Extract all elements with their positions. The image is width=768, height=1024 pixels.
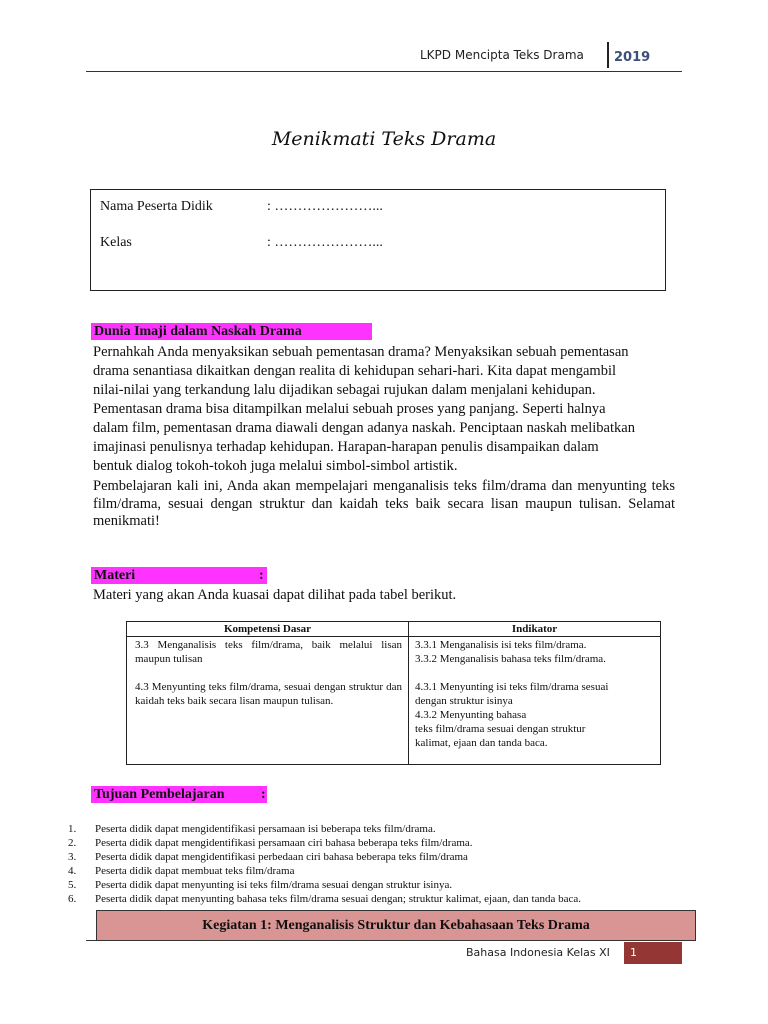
table-header-divider [127, 636, 660, 637]
header-title: LKPD Mencipta Teks Drama [420, 48, 584, 62]
table-cell-kd-1: 3.3 Menganalisis teks film/drama, baik melalui lisan maupun tulisan [135, 639, 402, 665]
list-item-number: 1. [68, 823, 77, 835]
intro-heading: Dunia Imaji dalam Naskah Drama [91, 323, 372, 340]
name-field[interactable]: : …………………... [267, 199, 383, 214]
list-item-number: 3. [68, 851, 77, 863]
table-column-divider [408, 622, 409, 764]
header-rule [86, 71, 682, 72]
intro-line: Pernahkah Anda menyaksikan sebuah pementasan drama? Menyaksikan sebuah pementasan [93, 344, 629, 360]
intro-line: drama senantiasa dikaitkan dengan realita di kehidupan sehari-hari. Kita dapat mengambil [93, 363, 617, 379]
footer-rule [86, 940, 682, 941]
list-item-text: Peserta didik dapat mengidentifikasi persamaan ciri bahasa beberapa teks film/drama. [95, 837, 473, 849]
class-label: Kelas [100, 235, 132, 250]
table-cell-line: teks film/drama sesuai dengan struktur [415, 723, 586, 735]
list-item-text: Peserta didik dapat mengidentifikasi persamaan isi beberapa teks film/drama. [95, 823, 436, 835]
intro-line: dalam film, pementasan drama diawali dengan adanya naskah. Penciptaan naskah melibatkan [93, 420, 635, 436]
competency-table [126, 621, 661, 765]
intro-paragraph [93, 343, 683, 476]
list-item-text: Peserta didik dapat menyunting isi teks film/drama sesuai dengan struktur isinya. [95, 879, 453, 891]
document-title: Menikmati Teks Drama [271, 128, 497, 150]
table-header-indikator: Indikator [511, 623, 558, 635]
intro-closing: Pembelajaran kali ini, Anda akan mempelajari menganalisis teks film/drama dan menyunting teks film/drama, sesuai dengan struktur dan kaidah teks baik secara lisan maupun tulisan. Selamat menikmati! [93, 478, 675, 529]
intro-line: imajinasi penulisnya terhadap kehidupan. Harapan-harapan penulis disampaikan dalam [93, 439, 599, 455]
table-cell-ind-3 [415, 680, 608, 708]
header-year: 2019 [614, 50, 651, 65]
list-item-text: Peserta didik dapat membuat teks film/drama [95, 865, 295, 877]
materi-heading-label: Materi [94, 568, 136, 583]
list-item-number: 6. [68, 893, 77, 905]
table-cell-ind-4 [415, 708, 585, 750]
materi-heading-colon: : [259, 568, 264, 583]
class-field[interactable]: : …………………... [267, 235, 383, 250]
table-cell-line: kalimat, ejaan dan tanda baca. [415, 737, 548, 749]
materi-text: Materi yang akan Anda kuasai dapat dilihat pada tabel berikut. [93, 587, 457, 603]
table-header-kd: Kompetensi Dasar [223, 623, 312, 635]
table-cell-line: 4.3.2 Menyunting bahasa [415, 709, 527, 721]
table-cell-line: 4.3.1 Menyunting isi teks film/drama sesuai [415, 681, 609, 693]
objectives-heading-label: Tujuan Pembelajaran [94, 787, 225, 802]
page-number: 1 [624, 942, 682, 964]
footer-subject: Bahasa Indonesia Kelas XI [466, 946, 610, 959]
list-item-text: Peserta didik dapat menyunting bahasa teks film/drama sesuai dengan; struktur kalimat, ejaan, dan tanda baca. [95, 893, 581, 905]
table-cell-ind-2: 3.3.2 Menganalisis bahasa teks film/drama. [415, 653, 606, 665]
header-separator [607, 42, 609, 68]
table-cell-kd-2: 4.3 Menyunting teks film/drama, sesuai dengan struktur dan kaidah teks baik secara lisan maupun tulisan. [135, 681, 402, 707]
identity-box [90, 189, 666, 291]
table-cell-line: dengan struktur isinya [415, 695, 513, 707]
list-item-number: 2. [68, 837, 77, 849]
list-item-text: Peserta didik dapat mengidentifikasi perbedaan ciri bahasa beberapa teks film/drama [95, 851, 468, 863]
list-item-number: 4. [68, 865, 77, 877]
intro-line: Pementasan drama bisa ditampilkan melalui sebuah proses yang panjang. Seperti halnya [93, 401, 606, 417]
name-label: Nama Peserta Didik [100, 199, 213, 214]
table-cell-ind-1: 3.3.1 Menganalisis isi teks film/drama. [415, 639, 587, 651]
list-item-number: 5. [68, 879, 77, 891]
activity-banner: Kegiatan 1: Menganalisis Struktur dan Kebahasaan Teks Drama [96, 910, 696, 941]
objectives-heading [91, 786, 267, 803]
materi-heading [91, 567, 267, 584]
intro-line: nilai-nilai yang terkandung lalu dijadikan sebagai rujukan dalam menjalani kehidupan. [93, 382, 596, 398]
objectives-heading-colon: : [261, 787, 266, 802]
intro-line: bentuk dialog tokoh-tokoh juga melalui simbol-simbol artistik. [93, 458, 458, 474]
